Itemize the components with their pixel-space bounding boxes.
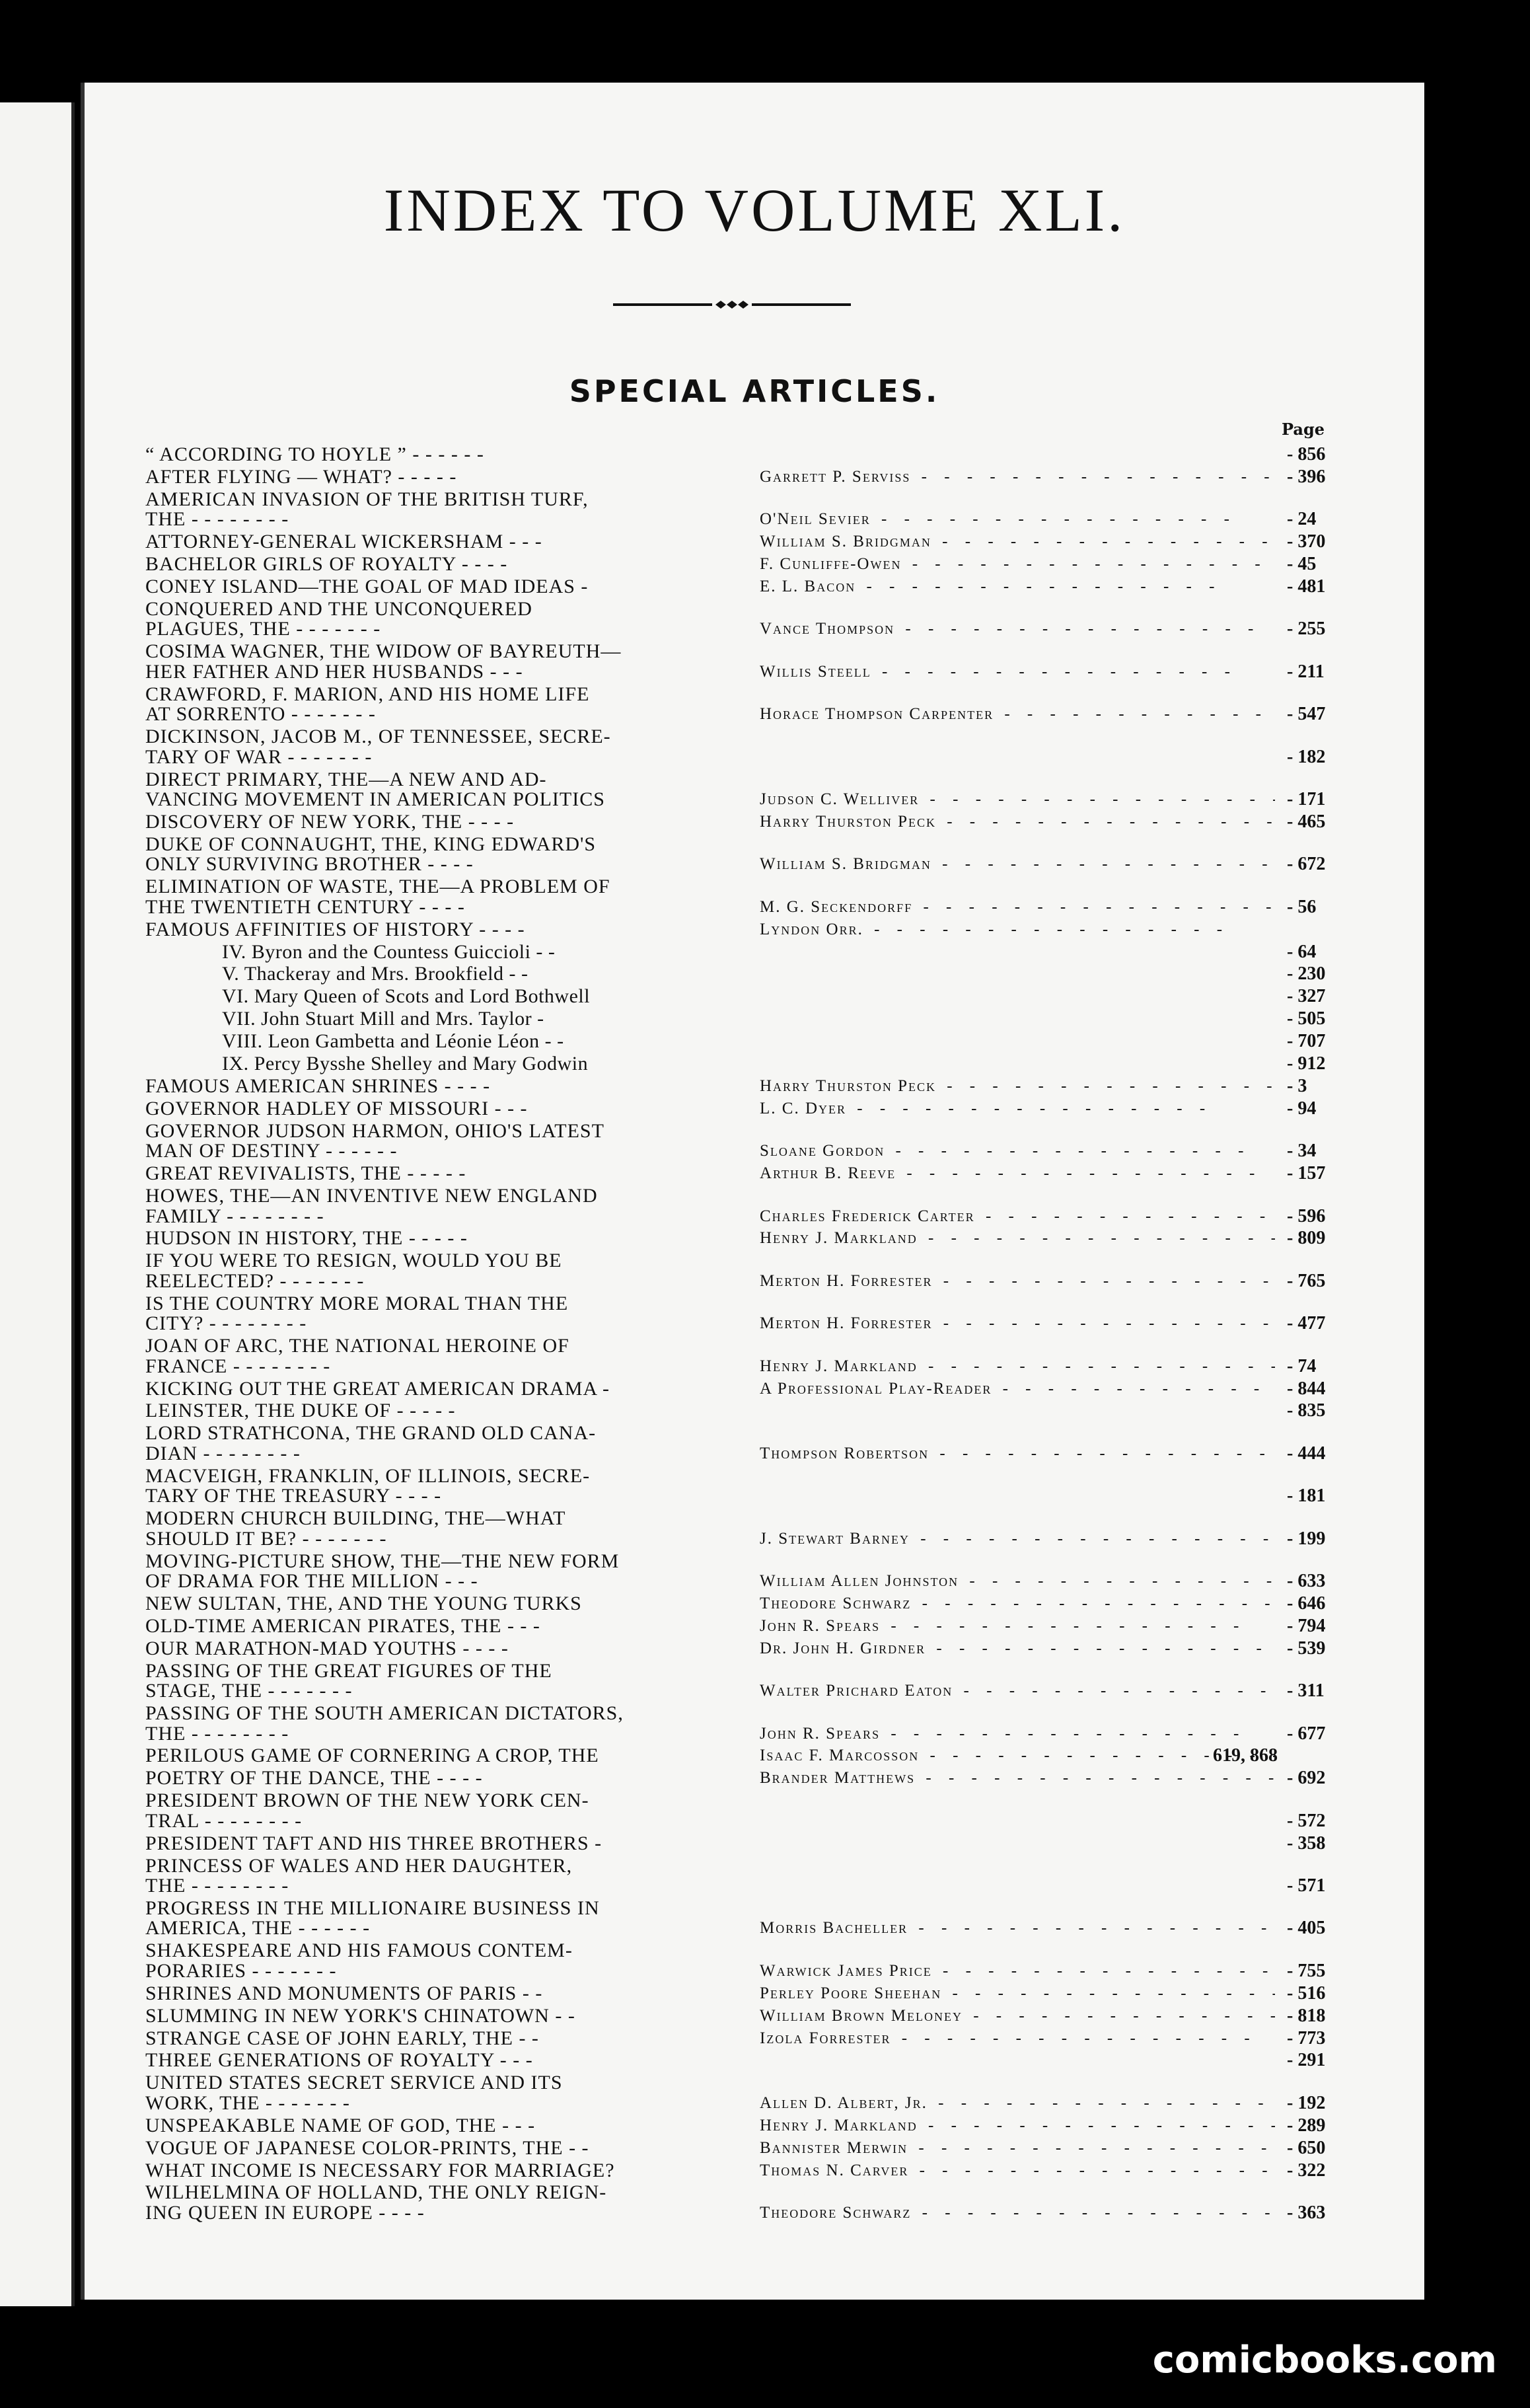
entry-author: Dr. John H. Girdner - - bbox=[760, 1639, 1275, 1659]
entry-title: ELIMINATION OF WASTE, THE—A PROBLEM OF THE TWENTIETH CENTURY - - - - bbox=[145, 876, 610, 918]
entry-page-number: - 672 bbox=[1287, 854, 1326, 875]
entry-page-number: - 794 bbox=[1287, 1615, 1326, 1636]
entry-title: COSIMA WAGNER, THE WIDOW OF BAYREUTH— HER FATHER AND HER HUSBANDS - - - bbox=[145, 640, 622, 683]
entry-page-number: - 477 bbox=[1287, 1313, 1326, 1334]
entry-author: L. C. Dyer - - bbox=[760, 1099, 1275, 1119]
entry-author: William S. Bridgman - - bbox=[760, 854, 1275, 874]
entry-page-number: - 74 bbox=[1287, 1355, 1317, 1376]
entry-title: NEW SULTAN, THE, AND THE YOUNG TURKS bbox=[145, 1592, 582, 1614]
entry-page-number: - 289 bbox=[1287, 2115, 1326, 2136]
entry-page-number: - 56 bbox=[1287, 896, 1317, 917]
entry-author: Theodore Schwarz - - bbox=[760, 1594, 1275, 1614]
entry-page-number: - 646 bbox=[1287, 1593, 1326, 1614]
entry-title: AFTER FLYING — WHAT? - - - - - bbox=[145, 465, 457, 488]
entry-title: UNSPEAKABLE NAME OF GOD, THE - - - bbox=[145, 2114, 536, 2136]
entry-page-number: - 856 bbox=[1287, 444, 1326, 465]
entry-author: O'Neil Sevier - - bbox=[760, 509, 1275, 529]
entry-author: William Brown Meloney - - bbox=[760, 2006, 1275, 2026]
entry-title: MOVING-PICTURE SHOW, THE—THE NEW FORM OF DRAMA FOR THE MILLION - - - bbox=[145, 1550, 620, 1592]
entry-author: Thompson Robertson - - bbox=[760, 1444, 1275, 1464]
entry-title: SLUMMING IN NEW YORK'S CHINATOWN - - bbox=[145, 2004, 575, 2027]
entry-author: Sloane Gordon - - bbox=[760, 1141, 1275, 1161]
entry-page-number: - 34 bbox=[1287, 1141, 1317, 1162]
entry-title: “ ACCORDING TO HOYLE ” - - - - - - bbox=[145, 443, 484, 465]
entry-page-number: - 370 bbox=[1287, 531, 1326, 552]
section-heading: SPECIAL ARTICLES. bbox=[569, 373, 940, 409]
entry-title: VOGUE OF JAPANESE COLOR-PRINTS, THE - - bbox=[145, 2136, 589, 2159]
entry-author: William S. Bridgman - - bbox=[760, 532, 1275, 552]
entry-page-number: - 677 bbox=[1287, 1723, 1326, 1744]
entry-title: POETRY OF THE DANCE, THE - - - - bbox=[145, 1767, 483, 1789]
entry-page-number: - 211 bbox=[1287, 661, 1325, 682]
entry-author: Garrett P. Serviss - - bbox=[760, 467, 1275, 487]
entry-title: PASSING OF THE SOUTH AMERICAN DICTATORS, THE - - - - - - - - bbox=[145, 1702, 624, 1745]
entry-page-number: - 199 bbox=[1287, 1528, 1326, 1549]
entry-title: LORD STRATHCONA, THE GRAND OLD CANA- DIAN - - - - - - - - bbox=[145, 1422, 597, 1464]
entry-author: Brander Matthews - - bbox=[760, 1768, 1275, 1788]
entry-page-number: - 912 bbox=[1287, 1053, 1326, 1074]
entry-page-number: - 835 bbox=[1287, 1400, 1326, 1421]
entry-page-number: - 818 bbox=[1287, 2005, 1326, 2026]
entry-page-number: - 707 bbox=[1287, 1031, 1326, 1052]
entry-title: PRINCESS OF WALES AND HER DAUGHTER, THE - - - - - - - - bbox=[145, 1854, 573, 1897]
entry-page-number: - 547 bbox=[1287, 704, 1326, 725]
index-page bbox=[81, 83, 1424, 2300]
entry-page-number: - 3 bbox=[1287, 1075, 1307, 1096]
entry-author: A Professional Play-Reader - - bbox=[760, 1379, 1275, 1399]
entry-author: John R. Spears - - bbox=[760, 1616, 1275, 1636]
entry-page-number: - 773 bbox=[1287, 2027, 1326, 2049]
entry-page-number: - 255 bbox=[1287, 619, 1326, 640]
entry-title: CONQUERED AND THE UNCONQUERED PLAGUES, THE - - - - - - - bbox=[145, 597, 532, 640]
entry-title: AMERICAN INVASION OF THE BRITISH TURF, THE - - - - - - - - bbox=[145, 488, 589, 531]
entry-author: Harry Thurston Peck - - bbox=[760, 1076, 1275, 1096]
entry-author: Warwick James Price - - bbox=[760, 1961, 1275, 1981]
entry-title: PRESIDENT TAFT AND HIS THREE BROTHERS - bbox=[145, 1832, 602, 1854]
entry-title: STRANGE CASE OF JOHN EARLY, THE - - bbox=[145, 2027, 539, 2049]
entry-page-number: - 572 bbox=[1287, 1810, 1326, 1831]
entry-title: PRESIDENT BROWN OF THE NEW YORK CEN- TRAL - - - - - - - - bbox=[145, 1789, 589, 1832]
entry-author: Judson C. Welliver - - bbox=[760, 790, 1275, 809]
entry-author: William Allen Johnston - - bbox=[760, 1571, 1275, 1591]
entry-title: V. Thackeray and Mrs. Brookfield - - bbox=[222, 963, 528, 985]
entry-title: ATTORNEY-GENERAL WICKERSHAM - - - bbox=[145, 531, 542, 553]
entry-page-number: - 192 bbox=[1287, 2092, 1326, 2113]
entry-page-number: - 809 bbox=[1287, 1228, 1326, 1249]
entry-title: FAMOUS AMERICAN SHRINES - - - - bbox=[145, 1074, 491, 1097]
entry-title: BACHELOR GIRLS OF ROYALTY - - - - bbox=[145, 553, 508, 576]
entry-page-number: - 596 bbox=[1287, 1205, 1326, 1226]
entry-title: CRAWFORD, F. MARION, AND HIS HOME LIFE AT SORRENTO - - - - - - - bbox=[145, 683, 590, 726]
entry-page-number: - 327 bbox=[1287, 986, 1326, 1007]
entry-page-number: - 844 bbox=[1287, 1378, 1326, 1399]
entry-title: MODERN CHURCH BUILDING, THE—WHAT SHOULD IT BE? - - - - - - - bbox=[145, 1507, 566, 1550]
entry-title: GOVERNOR JUDSON HARMON, OHIO'S LATEST MAN OF DESTINY - - - - - - bbox=[145, 1119, 604, 1162]
entry-author: Vance Thompson - - bbox=[760, 619, 1275, 639]
entry-author: E. L. Bacon - - bbox=[760, 577, 1275, 597]
entry-title: FAMOUS AFFINITIES OF HISTORY - - - - bbox=[145, 918, 525, 940]
entry-author: Theodore Schwarz - - bbox=[760, 2203, 1275, 2223]
entry-page-number: - 94 bbox=[1287, 1098, 1317, 1119]
entry-title: OUR MARATHON-MAD YOUTHS - - - - bbox=[145, 1637, 509, 1659]
entry-page-number: - 650 bbox=[1287, 2137, 1326, 2158]
entry-title: THREE GENERATIONS OF ROYALTY - - - bbox=[145, 2049, 533, 2072]
entry-author: Thomas N. Carver - - bbox=[760, 2161, 1275, 2181]
entry-page-number: - 358 bbox=[1287, 1832, 1326, 1854]
entry-page-number: - 363 bbox=[1287, 2202, 1326, 2223]
entry-title: VIII. Leon Gambetta and Léonie Léon - - bbox=[222, 1030, 564, 1053]
entry-title: DISCOVERY OF NEW YORK, THE - - - - bbox=[145, 810, 515, 833]
entry-page-number: - 230 bbox=[1287, 963, 1326, 985]
entry-page-number: - 181 bbox=[1287, 1486, 1326, 1507]
entry-page-number: - 405 bbox=[1287, 1918, 1326, 1939]
entry-page-number: - 481 bbox=[1287, 576, 1326, 597]
entry-title: DIRECT PRIMARY, THE—A NEW AND AD- VANCING MOVEMENT IN AMERICAN POLITICS bbox=[145, 768, 605, 810]
entry-page-number: - 24 bbox=[1287, 509, 1317, 530]
entry-title: DICKINSON, JACOB M., OF TENNESSEE, SECRE- TARY OF WAR - - - - - - - bbox=[145, 726, 611, 768]
entry-author: Henry J. Markland - - bbox=[760, 1357, 1275, 1376]
entry-title: SHRINES AND MONUMENTS OF PARIS - - bbox=[145, 1982, 543, 2004]
entry-title: HOWES, THE—AN INVENTIVE NEW ENGLAND FAMILY - - - - - - - - bbox=[145, 1185, 598, 1227]
entry-title: IV. Byron and the Countess Guiccioli - - bbox=[222, 940, 556, 963]
entry-title: UNITED STATES SECRET SERVICE AND ITS WORK, THE - - - - - - - bbox=[145, 2072, 563, 2114]
entry-page-number: - 182 bbox=[1287, 746, 1326, 767]
entry-title: VI. Mary Queen of Scots and Lord Bothwell bbox=[222, 985, 591, 1008]
entry-author: Merton H. Forrester - - bbox=[760, 1314, 1275, 1334]
entry-page-number: - 291 bbox=[1287, 2050, 1326, 2071]
entry-title: SHAKESPEARE AND HIS FAMOUS CONTEM- PORARIES - - - - - - - bbox=[145, 1939, 573, 1982]
entry-title: PASSING OF THE GREAT FIGURES OF THE STAGE, THE - - - - - - - bbox=[145, 1659, 552, 1702]
entry-author: Merton H. Forrester - - bbox=[760, 1271, 1275, 1291]
entry-title: CONEY ISLAND—THE GOAL OF MAD IDEAS - bbox=[145, 576, 589, 597]
entry-author: Walter Prichard Eaton - - bbox=[760, 1681, 1275, 1701]
entry-title: VII. John Stuart Mill and Mrs. Taylor - bbox=[222, 1008, 544, 1030]
page-title: INDEX TO VOLUME XLI. bbox=[383, 176, 1126, 244]
entry-page-number: - 444 bbox=[1287, 1443, 1326, 1464]
entry-author: Lyndon Orr. - - bbox=[760, 920, 1275, 940]
entry-page-number: - 692 bbox=[1287, 1768, 1326, 1789]
entry-author: Arthur B. Reeve - - bbox=[760, 1164, 1275, 1184]
entry-title: PROGRESS IN THE MILLIONAIRE BUSINESS IN AMERICA, THE - - - - - - bbox=[145, 1897, 600, 1939]
entry-page-number: 619, 868 bbox=[1213, 1745, 1278, 1766]
entry-author: Izola Forrester - - bbox=[760, 2029, 1275, 2049]
entry-author: J. Stewart Barney - - bbox=[760, 1529, 1275, 1549]
entry-title: WILHELMINA OF HOLLAND, THE ONLY REIGN- ING QUEEN IN EUROPE - - - - bbox=[145, 2181, 607, 2224]
entry-page-number: - 396 bbox=[1287, 466, 1326, 487]
entry-title: IF YOU WERE TO RESIGN, WOULD YOU BE REELECTED? - - - - - - - bbox=[145, 1250, 562, 1292]
entry-page-number: - 322 bbox=[1287, 2160, 1326, 2181]
entry-author: Henry J. Markland - - bbox=[760, 1228, 1275, 1248]
entry-title: IX. Percy Bysshe Shelley and Mary Godwin bbox=[222, 1053, 589, 1074]
entry-page-number: - 465 bbox=[1287, 811, 1326, 832]
watermark: comicbooks.com bbox=[1152, 2339, 1497, 2382]
entry-title: JOAN OF ARC, THE NATIONAL HEROINE OF FRANCE - - - - - - - - bbox=[145, 1335, 569, 1377]
entry-title: OLD-TIME AMERICAN PIRATES, THE - - - bbox=[145, 1614, 540, 1637]
entry-author: Bannister Merwin - - bbox=[760, 2138, 1275, 2158]
entry-page-number: - 571 bbox=[1287, 1875, 1326, 1896]
entry-page-number: - 755 bbox=[1287, 1960, 1326, 1981]
entry-author: Henry J. Markland - - bbox=[760, 2116, 1275, 2136]
entry-page-number: - 633 bbox=[1287, 1571, 1326, 1591]
entry-title: GREAT REVIVALISTS, THE - - - - - bbox=[145, 1162, 466, 1185]
entry-title: GOVERNOR HADLEY OF MISSOURI - - - bbox=[145, 1097, 528, 1119]
entry-title: KICKING OUT THE GREAT AMERICAN DRAMA - bbox=[145, 1377, 610, 1400]
entry-title: IS THE COUNTRY MORE MORAL THAN THE CITY? - - - - - - - - bbox=[145, 1292, 569, 1335]
entry-page-number: - 64 bbox=[1287, 941, 1317, 962]
entry-author: Isaac F. Marcosson - - bbox=[760, 1746, 1275, 1766]
entry-author: John R. Spears - - bbox=[760, 1724, 1275, 1744]
entry-author: Harry Thurston Peck - - bbox=[760, 812, 1275, 832]
entry-title: WHAT INCOME IS NECESSARY FOR MARRIAGE? bbox=[145, 2159, 615, 2181]
entry-author: M. G. Seckendorff - - bbox=[760, 897, 1275, 917]
entry-page-number: - 765 bbox=[1287, 1270, 1326, 1291]
entry-title: HUDSON IN HISTORY, THE - - - - - bbox=[145, 1227, 468, 1250]
ornament-divider-icon bbox=[613, 301, 851, 309]
adjacent-page-edge bbox=[0, 102, 75, 2306]
entry-page-number: - 539 bbox=[1287, 1637, 1326, 1659]
entry-page-number: - 505 bbox=[1287, 1008, 1326, 1030]
page-column-label: Page bbox=[1282, 420, 1325, 439]
entry-title: PERILOUS GAME OF CORNERING A CROP, THE bbox=[145, 1745, 599, 1767]
entry-title: MACVEIGH, FRANKLIN, OF ILLINOIS, SECRE- TARY OF THE TREASURY - - - - bbox=[145, 1464, 591, 1507]
entry-page-number: - 157 bbox=[1287, 1163, 1326, 1184]
entry-author: Perley Poore Sheehan - - bbox=[760, 1984, 1275, 2004]
entry-page-number: - 516 bbox=[1287, 1982, 1326, 2004]
entry-author: F. Cunliffe-Owen - - bbox=[760, 554, 1275, 574]
entry-title: LEINSTER, THE DUKE OF - - - - - bbox=[145, 1400, 456, 1422]
entry-author: Horace Thompson Carpenter - - bbox=[760, 704, 1275, 724]
entry-author: Charles Frederick Carter - - bbox=[760, 1207, 1275, 1226]
entry-author: Willis Steell - - bbox=[760, 662, 1275, 682]
entry-page-number: - 171 bbox=[1287, 789, 1326, 809]
entry-author: Morris Bacheller - - bbox=[760, 1918, 1275, 1938]
entry-page-number: - 45 bbox=[1287, 554, 1317, 575]
entry-title: DUKE OF CONNAUGHT, THE, KING EDWARD'S ONLY SURVIVING BROTHER - - - - bbox=[145, 833, 597, 876]
entry-author: Allen D. Albert, Jr. - - bbox=[760, 2093, 1275, 2113]
entry-page-number: - 311 bbox=[1287, 1680, 1325, 1702]
